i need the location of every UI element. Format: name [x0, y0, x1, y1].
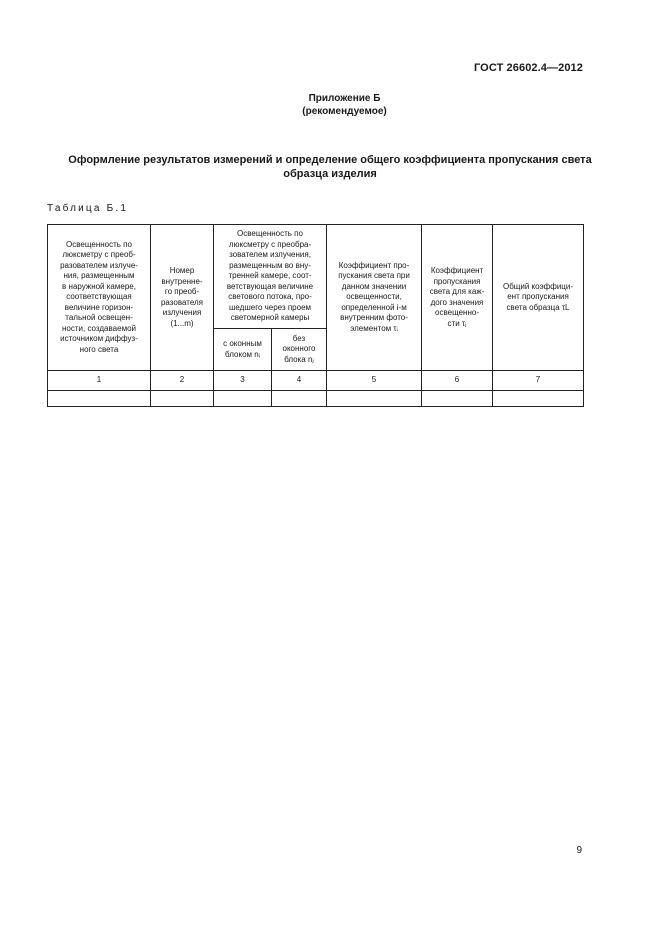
header-transmission-coefficient-j: Коэффициент пропускания света для каж- дого значения освещенно- сти τⱼ: [422, 225, 493, 371]
column-number: 3: [214, 371, 272, 391]
header-total-transmission-coefficient: Общий коэффици- ент пропускания света образца τL: [493, 225, 584, 371]
header-transmission-coefficient-i: Коэффициент про- пускания света при данном значении освещенности, определенной i-м внутренним фото- элементом τᵢ: [327, 225, 422, 371]
table-cell: [493, 391, 584, 407]
appendix-heading: [0, 92, 661, 118]
column-number: 7: [493, 371, 584, 391]
page-number: 9: [576, 845, 582, 856]
table-cell: [327, 391, 422, 407]
column-number: 6: [422, 371, 493, 391]
table-cell: [422, 391, 493, 407]
table-cell: [214, 391, 272, 407]
table-cell: [151, 391, 214, 407]
column-number: 2: [151, 371, 214, 391]
table-cell: [48, 391, 151, 407]
table-row: [48, 391, 584, 407]
header-with-window-block: с оконным блоком nᵢ: [214, 329, 272, 371]
document-title: Оформление результатов измерений и определение общего коэффициента пропускания света образца изделия: [68, 154, 592, 180]
header-inner-converter-number: Номер внутренне- го преоб- разователя излучения (1...m): [151, 225, 214, 371]
column-number: 5: [327, 371, 422, 391]
header-without-window-block: без оконного блока nⱼ: [272, 329, 327, 371]
appendix-subtitle: (рекомендуемое): [302, 106, 387, 117]
table-cell: [272, 391, 327, 407]
header-illuminance-inner-group: Освещенность по люксметру с преобра- зователем излучения, размещенным во вну- тренней камере, соот- ветствующая величине светового потока, про- шедшего через проем светомерной камеры: [214, 225, 327, 329]
results-table: [47, 224, 584, 407]
column-number: 1: [48, 371, 151, 391]
document-code: ГОСТ 26602.4—2012: [473, 62, 583, 74]
table-caption: Таблица Б.1: [47, 203, 129, 214]
column-number: 4: [272, 371, 327, 391]
appendix-title: Приложение Б: [308, 93, 381, 104]
header-illuminance-outer: Освещенность по люксметру с преоб- разователем излуче- ния, размещенным в наружной камере, соответствующая величине горизон- тальной освещен- ности, создаваемой источником диффуз- ного света: [48, 225, 151, 371]
